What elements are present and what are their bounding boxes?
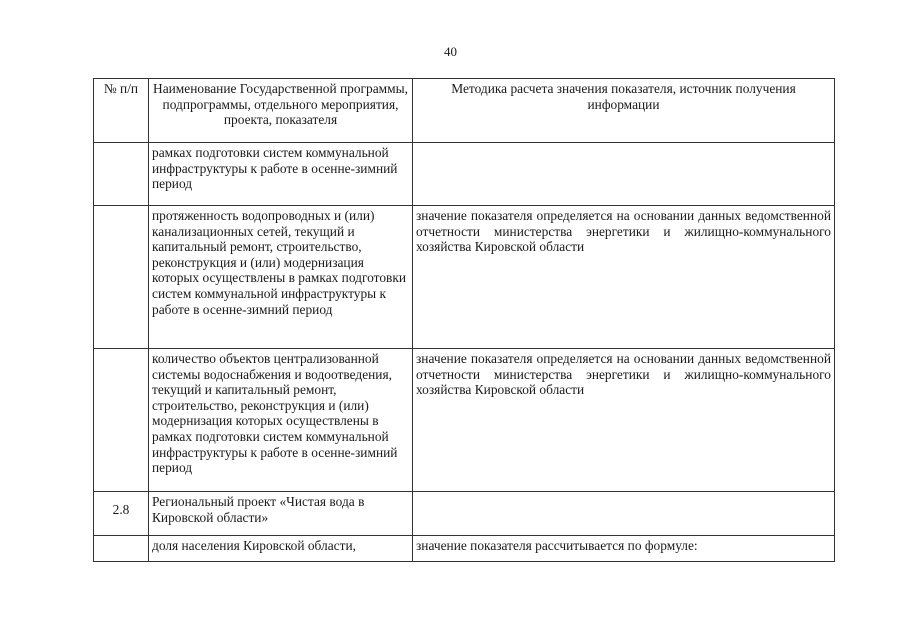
row-name: количество объектов централизованной системы водоснабжения и водоотведения, текущий и капитальный ремонт, строительство, реконструкция и (или) модернизация которых осуществлены в рамках подготовки систем коммунальной инфраструктуры к работе в осенне-зимний период: [149, 349, 413, 492]
table-row: [94, 143, 835, 206]
header-name: Наименование Государственной программы, подпрограммы, отдельного мероприятия, проекта, показателя: [149, 79, 413, 143]
row-method: значение показателя определяется на основании данных ведомственной отчетности министерства энергетики и жилищно-коммунального хозяйства Кировской области: [413, 349, 835, 492]
row-method: значение показателя определяется на основании данных ведомственной отчетности министерства энергетики и жилищно-коммунального хозяйства Кировской области: [413, 206, 835, 349]
row-num: 2.8: [94, 492, 149, 536]
row-name: доля населения Кировской области,: [149, 536, 413, 562]
row-num: [94, 536, 149, 562]
row-method: [413, 143, 835, 206]
row-name: рамках подготовки систем коммунальной инфраструктуры к работе в осенне-зимний период: [149, 143, 413, 206]
row-name: протяженность водопроводных и (или) канализационных сетей, текущий и капитальный ремонт, строительство, реконструкция и (или) модернизация которых осуществлены в рамках подготовки систем коммунальной инфраструктуры к работе в осенне-зимний период: [149, 206, 413, 349]
row-num: [94, 349, 149, 492]
header-method: Методика расчета значения показателя, источник получения информации: [413, 79, 835, 143]
table-row: [94, 206, 835, 349]
page-number: 40: [444, 44, 457, 59]
header-num: № п/п: [94, 79, 149, 143]
row-name: Региональный проект «Чистая вода в Кировской области»: [149, 492, 413, 536]
table-row: [94, 536, 835, 562]
row-method: значение показателя рассчитывается по формуле:: [413, 536, 835, 562]
table-header-row: [94, 79, 835, 143]
row-num: [94, 143, 149, 206]
table-row: [94, 492, 835, 536]
table-row: [94, 349, 835, 492]
row-method: [413, 492, 835, 536]
row-num: [94, 206, 149, 349]
indicator-table: [93, 78, 835, 562]
